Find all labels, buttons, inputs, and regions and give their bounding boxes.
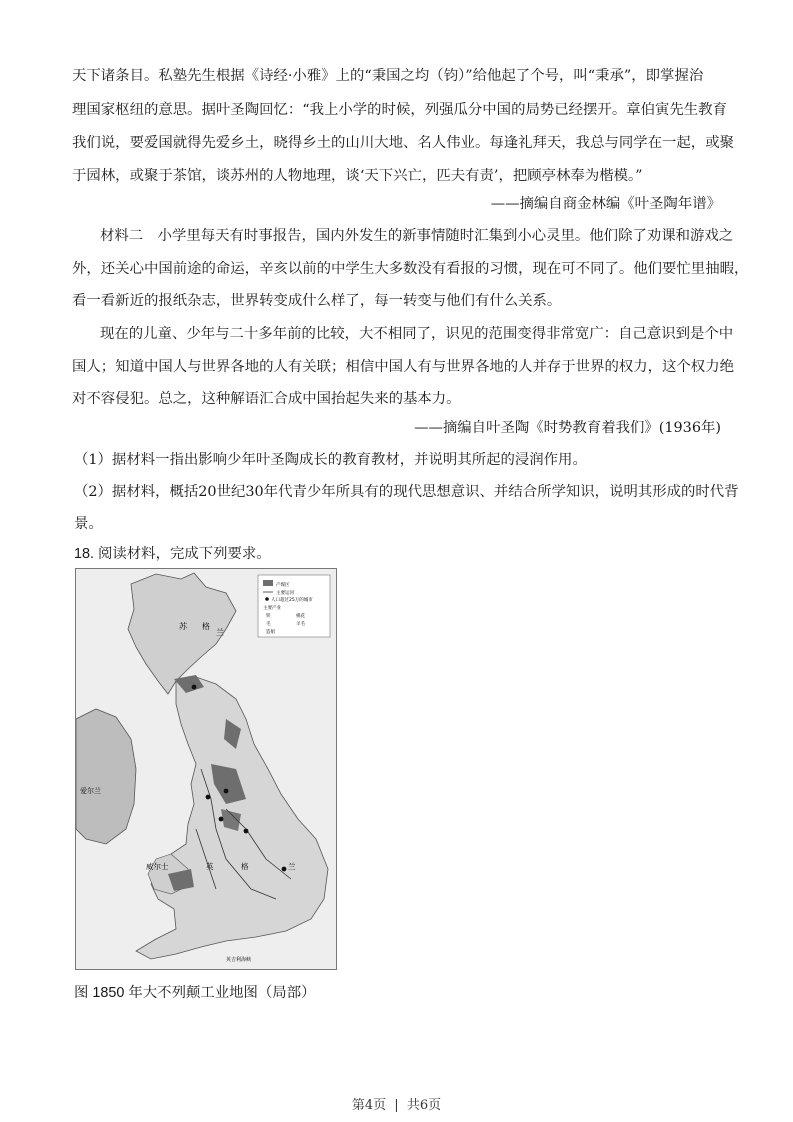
- text-line: 外，还关心中国前途的命运，辛亥以前的中学生大多数没有看报的习惯，现在可不同了。他们要忙里抽暇，: [72, 261, 749, 277]
- legend-industry-sheepwool: 羊毛: [296, 622, 305, 627]
- label-england-2: 格: [241, 862, 249, 871]
- legend-industry-cotton: 棉花: [296, 614, 305, 619]
- footer-separator: |: [394, 1098, 399, 1113]
- legend-industry-wool: 毛: [266, 622, 271, 627]
- question-18-heading: 18. 阅读材料，完成下列要求。: [74, 546, 271, 562]
- question-1: （1）据材料一指出影响少年叶圣陶成长的教育教材，并说明其所起的浸润作用。: [74, 452, 587, 468]
- legend-coal: 产煤区: [276, 583, 290, 588]
- source-citation: ——摘编自叶圣陶《时势教育着我们》(1936年): [414, 420, 721, 436]
- question-2: （2）据材料，概括20世纪30年代青少年所具有的现代思想意识、并结合所学知识，说明其形成的时代背: [74, 484, 739, 500]
- legend-canal: 主要运河: [276, 591, 294, 596]
- label-ireland: 爱尔兰: [80, 787, 101, 795]
- page-footer: [0, 1094, 793, 1113]
- page-number: 第4页: [351, 1098, 387, 1113]
- text-line: 对不容侵犯。总之，这种解语汇合成中国抬起失来的基本力。: [72, 391, 461, 407]
- industrial-map: [75, 568, 337, 970]
- label-scotland-3: 兰: [216, 628, 224, 637]
- text-line: 我们说，要爱国就得先爱乡土，晓得乡土的山川大地、名人伟业。每逢礼拜天，我总与同学在一起，或聚: [72, 135, 734, 151]
- text-line: 理国家枢纽的意思。据叶圣陶回忆：“我上小学的时候，列强瓜分中国的局势已经摆开。章伯寅先生教育: [72, 102, 727, 118]
- text-line: 于园林，或聚于茶馆，谈苏州的人物地理，谈‘天下兴亡，匹夫有责’，把顾亭林奉为楷模。”: [72, 168, 643, 184]
- source-citation: ——摘编自商金林编《叶圣陶年谱》: [490, 196, 721, 212]
- text-line: 天下诸条目。私塾先生根据《诗经·小雅》上的“秉国之均（钧）”给他起了个号，叫“秉承”，即掌握治: [72, 68, 704, 84]
- label-england-3: 兰: [288, 862, 296, 871]
- text-line: 看一看新近的报纸杂志，世界转变成什么样了，每一转变与他们有什么关系。: [72, 293, 562, 309]
- label-scotland-2: 格: [202, 622, 210, 631]
- legend-city: 人口超过25万的城市: [271, 598, 313, 603]
- label-scotland-1: 苏: [179, 622, 187, 631]
- map-svg: [76, 569, 336, 969]
- label-wales: 威尔士: [146, 862, 169, 871]
- text-line: 现在的儿童、少年与二十多年前的比较，大不相同了，识见的范围变得非常宽广：自己意识到是个中: [100, 326, 734, 342]
- legend-industries: 主要产业: [263, 606, 281, 611]
- question-2-cont: 景。: [74, 516, 103, 532]
- label-channel: 英吉利海峡: [226, 957, 252, 963]
- legend-industry-iron: 铁: [266, 614, 271, 619]
- total-pages: 共6页: [406, 1098, 442, 1113]
- figure-caption: 图 1850 年大不列颠工业地图（局部）: [74, 985, 316, 1001]
- legend-industry-shipbuilding: 造船: [266, 630, 275, 635]
- text-line: 材料二 小学里每天有时事报告，国内外发生的新事情随时汇集到小心灵里。他们除了劝课和游戏之: [100, 228, 734, 244]
- label-england-1: 英: [206, 862, 214, 871]
- text-line: 国人；知道中国人与世界各地的人有关联；相信中国人有与世界各地的人并存于世界的权力，这个权力绝: [72, 359, 734, 375]
